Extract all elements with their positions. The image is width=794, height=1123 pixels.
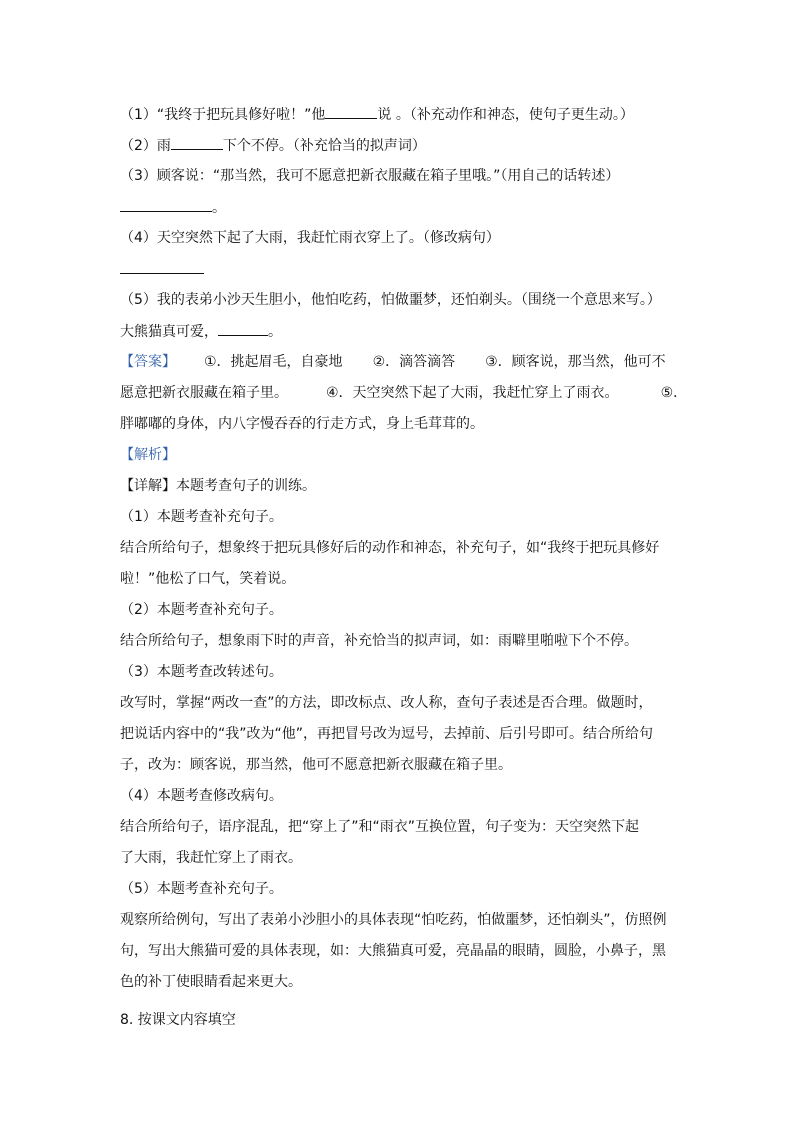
answer-3-cont: 愿意把新衣服藏在箱子里。 xyxy=(120,385,288,401)
question-1 xyxy=(120,104,634,125)
question-2-text: （2）雨 xyxy=(120,138,171,154)
analysis-line: 把说话内容中的“我”改为“他”，再把冒号改为逗号，去掉前、后引号即可。结合所给句 xyxy=(120,726,654,742)
analysis-line: （5）本题考查补充句子。 xyxy=(120,881,283,897)
blank-4 xyxy=(120,259,204,274)
analysis-line: 观察所给例句，写出了表弟小沙胆小的具体表现“怕吃药，怕做噩梦，还怕剃头”，仿照例 xyxy=(120,912,667,928)
analysis-line: 句，写出大熊猫可爱的具体表现，如：大熊猫真可爱，亮晶晶的眼睛，圆脸，小鼻子，黑 xyxy=(120,943,666,959)
answer-3: ③．顾客说，那当然，他可不 xyxy=(485,354,666,370)
analysis-line: 结合所给句子，想象终于把玩具修好后的动作和神态，补充句子，如“我终于把玩具修好 xyxy=(120,540,660,556)
question-4: （4）天空突然下起了大雨，我赶忙雨衣穿上了。（修改病句） xyxy=(120,230,500,246)
answer-4: ④．天空突然下起了大雨，我赶忙穿上了雨衣。 xyxy=(326,385,619,401)
blank-5 xyxy=(218,321,268,336)
answer-line-4 xyxy=(120,259,204,280)
answer-1: ①．挑起眉毛，自豪地 xyxy=(204,354,343,370)
blank-3 xyxy=(120,197,212,212)
analysis-line: （4）本题考查修改病句。 xyxy=(120,788,283,804)
question-3: （3）顾客说：“那当然，我可不愿意把新衣服藏在箱子里哦。”（用自己的话转述） xyxy=(120,168,620,184)
answer-tag: 【答案】 xyxy=(120,354,176,370)
answer-5: ⑤． xyxy=(660,385,688,401)
analysis-line: 了大雨，我赶忙穿上了雨衣。 xyxy=(120,850,302,866)
analysis-line: 子，改为：顾客说，那当然，他可不愿意把新衣服藏在箱子里。 xyxy=(120,757,512,773)
analysis-line: （2）本题考查补充句子。 xyxy=(120,602,283,618)
analysis-line: 结合所给句子，想象雨下时的声音，补充恰当的拟声词，如：雨噼里啪啦下个不停。 xyxy=(120,633,638,649)
question-2 xyxy=(120,135,426,156)
analysis-line: （1）本题考查补充句子。 xyxy=(120,509,283,525)
blank-2 xyxy=(171,135,223,150)
answer-line-3: 。 xyxy=(120,197,226,218)
analysis-line: 【详解】本题考查句子的训练。 xyxy=(120,478,316,494)
question-2-instruction: 下个不停。（补充恰当的拟声词） xyxy=(222,138,426,154)
question-5: （5）我的表弟小沙天生胆小，他怕吃药，怕做噩梦，还怕剃头。（围绕一个意思来写。） xyxy=(120,292,661,308)
blank-1 xyxy=(325,104,377,119)
question-5-prompt: 大熊猫真可爱， 。 xyxy=(120,321,282,342)
analysis-line: 改写时，掌握“两改一查”的方法，即改标点、改人称，查句子表述是否合理。做题时， xyxy=(120,695,653,711)
next-question-heading: 8. 按课文内容填空 xyxy=(120,1012,236,1028)
analysis-line: 色的补丁使眼睛看起来更大。 xyxy=(120,974,302,990)
answer-line-3: 胖嘟嘟的身体，内八字慢吞吞的行走方式，身上毛茸茸的。 xyxy=(120,416,484,432)
answer-2: ②．滴答滴答 xyxy=(372,354,456,370)
question-1-text: （1）“我终于把玩具修好啦！”他 xyxy=(120,107,326,123)
analysis-line: 结合所给句子，语序混乱，把“穿上了”和“雨衣”互换位置，句子变为：天空突然下起 xyxy=(120,819,640,835)
question-1-instruction: 说 。（补充动作和神态，使句子更生动。） xyxy=(377,107,634,123)
analysis-line: （3）本题考查改转述句。 xyxy=(120,664,283,680)
answer-line-1 xyxy=(120,352,666,372)
analysis-line: 啦！”他松了口气，笑着说。 xyxy=(120,571,296,587)
analysis-tag: 【解析】 xyxy=(120,447,176,463)
answer-line-2 xyxy=(120,383,687,403)
